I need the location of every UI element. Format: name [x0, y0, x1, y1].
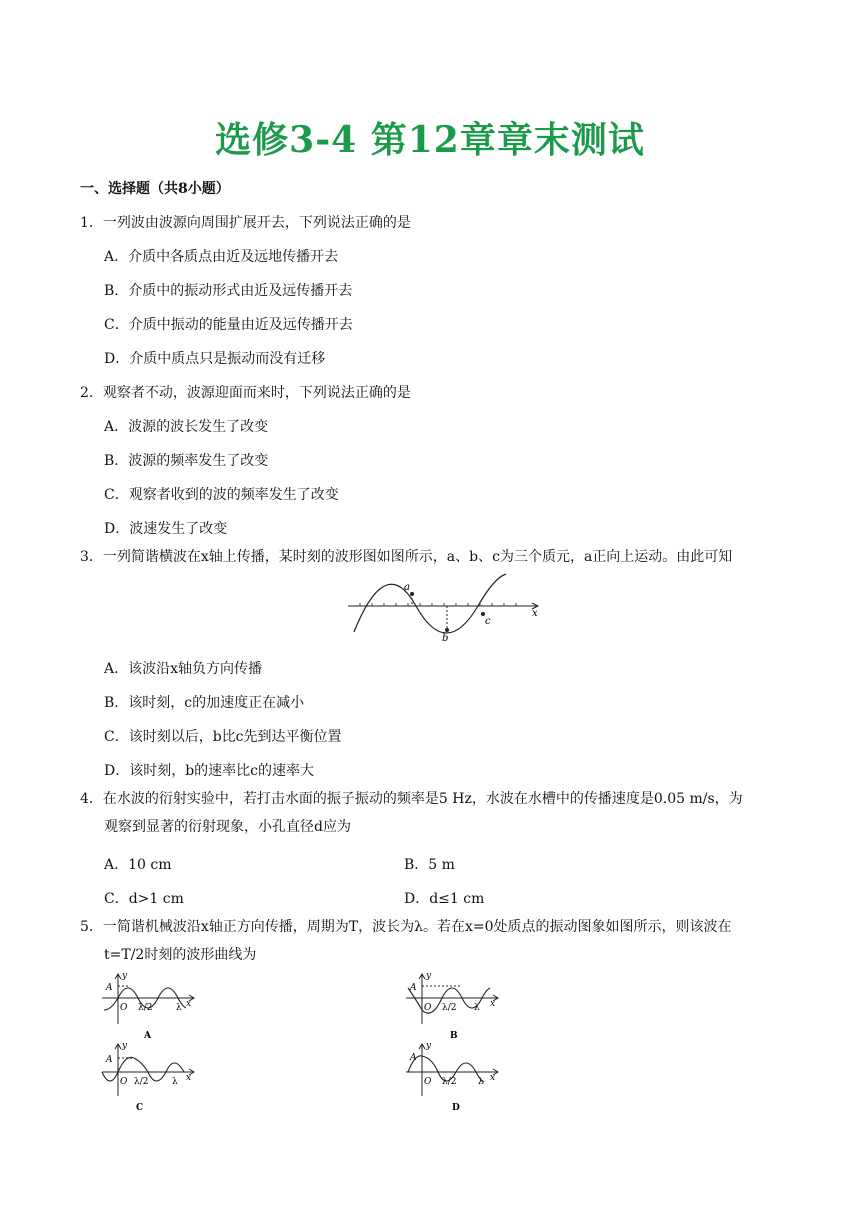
q3-option-b: B．该时刻，c的加速度正在减小 [104, 695, 305, 711]
question-5-stem-line2: t=T/2时刻的波形曲线为 [104, 947, 257, 963]
graph-b-label: B [450, 1031, 458, 1041]
wave-figure-q3 [346, 572, 546, 642]
q3-option-a: A．该波沿x轴负方向传播 [104, 661, 263, 677]
wave-graph-b [404, 968, 504, 1042]
graph-b-y: y [426, 971, 432, 981]
q3-option-d: D．该时刻，b的速率比c的速率大 [104, 763, 315, 779]
q1-option-c: C．介质中振动的能量由近及远传播开去 [104, 317, 353, 333]
q1-option-b: B．介质中的振动形式由近及远传播开去 [104, 283, 353, 299]
question-1-stem: 1．一列波由波源向周围扩展开去，下列说法正确的是 [80, 215, 411, 231]
question-4-stem: 4．在水波的衍射实验中，若打击水面的振子振动的频率是5 Hz，水波在水槽中的传播速度是0.05 m/s，为 [80, 791, 743, 807]
q2-option-a: A．波源的波长发生了改变 [104, 419, 269, 435]
graph-d-lambda: λ [478, 1077, 484, 1087]
q1-option-a: A．介质中各质点由近及远地传播开去 [104, 249, 339, 265]
q4-option-d: D．d≤1 cm [404, 891, 485, 907]
q4-option-c: C．d>1 cm [104, 891, 184, 907]
q2-option-d: D．波速发生了改变 [104, 521, 228, 537]
wave-graph-d [404, 1040, 504, 1114]
q4-option-b: B．5 m [404, 857, 455, 873]
axis-label-x: x [532, 608, 538, 619]
wave-graph-c [100, 1040, 200, 1114]
graph-a-y: y [122, 971, 128, 981]
point-label-a: a [404, 582, 410, 593]
graph-c-lambda: λ [172, 1077, 178, 1087]
graph-d-y: y [426, 1041, 432, 1051]
q4-option-a: A．10 cm [104, 857, 172, 873]
graph-a-label: A [144, 1031, 151, 1041]
graph-a-lambda: λ [176, 1003, 182, 1013]
section-heading: 一、选择题（共8小题） [80, 181, 230, 197]
q1-option-d: D．介质中质点只是振动而没有迁移 [104, 351, 326, 367]
page-title: 选修3-4 第12章章末测试 [215, 119, 645, 161]
graph-c-x: x [186, 1073, 192, 1083]
graph-d-half-lambda: λ/2 [442, 1077, 457, 1087]
graph-b-lambda: λ [474, 1003, 480, 1013]
graph-b-amplitude: A [410, 983, 417, 993]
graph-c-y: y [122, 1041, 128, 1051]
question-3-stem: 3．一列简谐横波在x轴上传播，某时刻的波形图如图所示，a、b、c为三个质元，a正向上运动。由此可知 [80, 549, 733, 565]
question-2-stem: 2．观察者不动，波源迎面而来时，下列说法正确的是 [80, 385, 411, 401]
wave-graph-a [100, 968, 200, 1042]
graph-d-x: x [490, 1073, 496, 1083]
graph-d-label: D [452, 1103, 460, 1113]
graph-b-x: x [490, 999, 496, 1009]
graph-c-origin: O [120, 1077, 128, 1087]
question-4-stem-line2: 观察到显著的衍射现象，小孔直径d应为 [104, 819, 351, 835]
graph-d-amplitude: A [410, 1053, 417, 1063]
graph-a-origin: O [120, 1003, 128, 1013]
graph-a-half-lambda: λ/2 [138, 1003, 153, 1013]
graph-c-half-lambda: λ/2 [134, 1077, 149, 1087]
q2-option-b: B．波源的频率发生了改变 [104, 453, 269, 469]
point-label-b: b [442, 633, 449, 642]
question-5-stem: 5．一简谐机械波沿x轴正方向传播，周期为T，波长为λ。若在x=0处质点的振动图象如图所示，则该波在 [80, 919, 732, 935]
q2-option-c: C．观察者收到的波的频率发生了改变 [104, 487, 339, 503]
graph-c-amplitude: A [106, 1055, 113, 1065]
graph-b-half-lambda: λ/2 [442, 1003, 457, 1013]
graph-c-label: C [136, 1103, 144, 1113]
graph-b-origin: O [424, 1003, 432, 1013]
graph-a-amplitude: A [106, 983, 113, 993]
graph-a-x: x [186, 999, 192, 1009]
graph-d-origin: O [424, 1077, 432, 1087]
q3-option-c: C．该时刻以后，b比c先到达平衡位置 [104, 729, 342, 745]
point-label-c: c [485, 616, 491, 627]
